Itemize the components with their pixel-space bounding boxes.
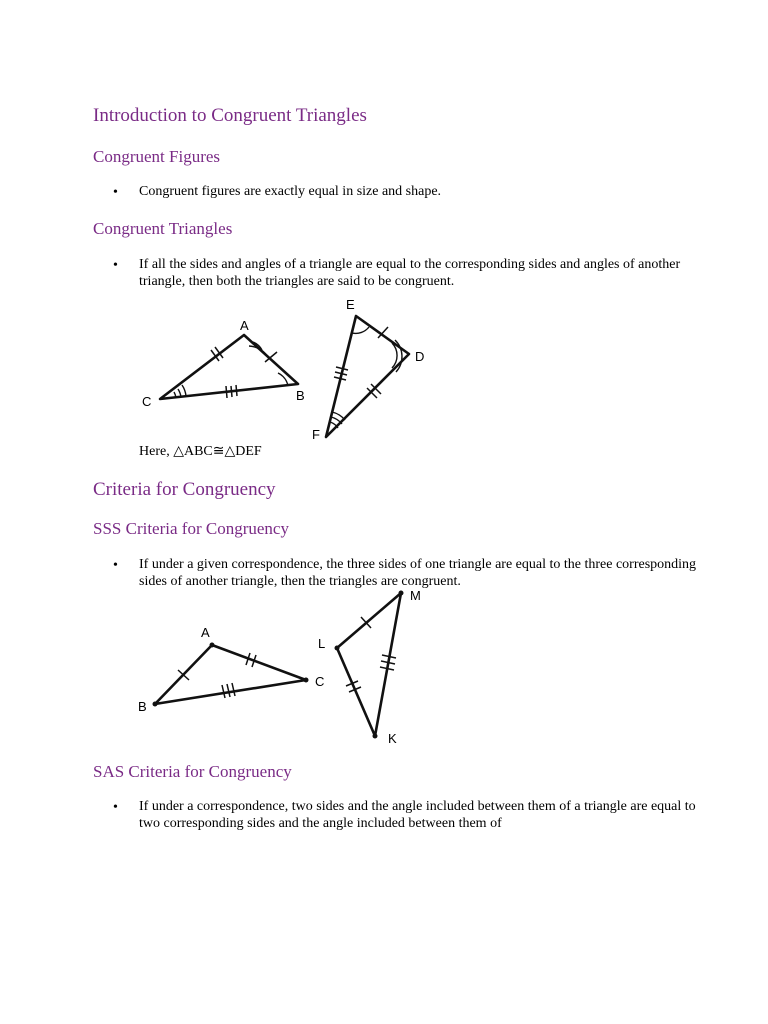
bullet-sss: If under a given correspondence, the three sides of one triangle are equal to the three corresponding sides of another triangle, then the triangles are congruent. — [139, 557, 697, 589]
congruence-statement: Here, △ABC≅△DEF — [139, 444, 262, 459]
heading-congruent-triangles: Congruent Triangles — [93, 219, 233, 238]
heading-sss: SSS Criteria for Congruency — [93, 519, 289, 538]
bullet-dot: • — [113, 258, 118, 273]
vertex-label-b-sss: B — [138, 699, 147, 714]
heading-congruent-figures: Congruent Figures — [93, 147, 221, 166]
vertex-label-k: K — [388, 731, 397, 746]
vertex-label-b: B — [296, 388, 305, 403]
triangle-lmk — [337, 593, 401, 736]
vertex-label-m: M — [410, 588, 421, 603]
bullet-dot: • — [113, 558, 118, 573]
vertex-label-c: C — [142, 394, 152, 409]
heading-sas: SAS Criteria for Congruency — [93, 762, 292, 781]
vertex-label-f: F — [312, 427, 320, 442]
vertex-label-d: D — [415, 349, 425, 364]
bullet-dot: • — [113, 800, 118, 815]
page-title: Introduction to Congruent Triangles — [93, 105, 367, 126]
triangle-abc-sss — [155, 645, 306, 704]
vertex-label-a: A — [240, 318, 249, 333]
vertex-label-e: E — [346, 297, 355, 312]
vertex-label-l: L — [318, 636, 326, 651]
vertex-label-a-sss: A — [201, 625, 210, 640]
tick-marks-bc-sss — [222, 683, 235, 698]
bullet-dot: • — [113, 185, 118, 200]
bullet-congruent-figures: Congruent figures are exactly equal in size and shape. — [139, 184, 442, 199]
heading-criteria: Criteria for Congruency — [93, 479, 276, 500]
bullet-congruent-triangles: If all the sides and angles of a triangle are equal to the corresponding sides and angles of another triangle, then both the triangles are said to be congruent. — [139, 257, 681, 289]
vertex-label-c-sss: C — [315, 674, 325, 689]
bullet-sas: If under a correspondence, two sides and the angle included between them of a triangle are equal to two corresponding sides and the angle included between them of — [139, 799, 696, 831]
